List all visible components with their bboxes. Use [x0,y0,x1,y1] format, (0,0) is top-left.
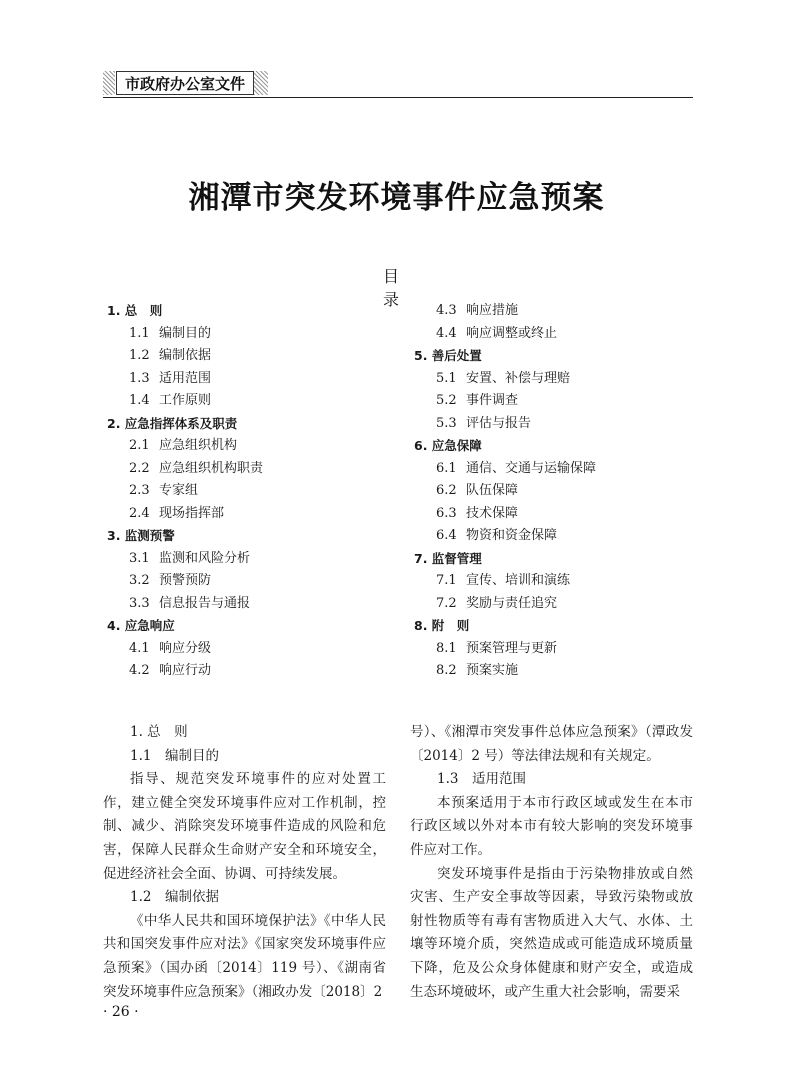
body-paragraph: 《中华人民共和国环境保护法》《中华人民共和国突发事件应对法》《国家突发环境事件应急预案》（国办函〔2014〕119 号）、《湖南省突发环境事件应急预案》（湘政办发〔2018〕2 [103,912,386,1000]
toc-label: 应急组织机构 [159,438,238,453]
toc-label: 专家组 [159,483,199,498]
document-title: 湘潭市突发环境事件应急预案 [188,180,605,216]
toc-label: 宣传、培训和演练 [466,573,571,588]
toc-label: 响应行动 [159,663,212,678]
toc-number: 4.4 [436,325,457,341]
toc-number: 4.2 [129,663,150,678]
toc-number: 2.1 [129,438,150,453]
toc-label: 通信、交通与运输保障 [466,460,597,476]
toc-number: 3.2 [129,573,150,588]
toc-section: 3. 监测预警 [107,528,175,543]
toc-number: 3.3 [129,595,150,611]
toc-subsection [107,593,397,616]
toc-subsection [414,660,704,683]
toc-subsection [414,413,704,436]
toc-subsection [414,570,704,593]
toc-subsection [414,593,704,616]
toc-number: 6.1 [436,460,457,476]
toc-number: 4.1 [129,640,150,656]
toc-subsection [414,503,704,526]
toc-label: 应急组织机构职责 [159,460,264,476]
toc-subsection [107,390,397,413]
toc-section: 6. 应急保障 [414,438,482,453]
toc-label: 评估与报告 [466,415,532,431]
body-heading: 1.2 编制依据 [130,889,219,906]
toc-subsection [107,368,397,391]
body-heading: 1.1 编制目的 [130,747,219,764]
toc-number: 1.1 [129,325,150,341]
toc-number: 2.2 [129,460,150,476]
header-rule [103,97,693,98]
toc-label: 适用范围 [159,370,212,386]
section-header-tag: 市政府办公室文件 [116,71,254,95]
toc-label: 事件调查 [466,393,519,408]
body-left-column [103,721,386,1004]
toc-number: 4.3 [436,303,457,318]
toc-label: 奖励与责任追究 [466,595,558,611]
body-heading: 1. 总 则 [130,724,188,740]
toc-label: 预案管理与更新 [466,640,558,656]
toc-subsection [414,480,704,503]
toc-subsection [107,570,397,593]
toc-label: 响应调整或终止 [466,325,558,341]
toc-subsection [107,548,397,571]
toc-label: 编制依据 [159,348,212,363]
toc-number: 2.4 [129,505,150,521]
toc-label: 信息报告与通报 [159,595,251,611]
toc-subsection [107,660,397,683]
toc-subsection [414,638,704,661]
toc-subsection [414,323,704,346]
header-tag-pattern-left [103,71,115,95]
body-right-column [410,721,693,1004]
toc-section: 4. 应急响应 [107,618,175,633]
toc-section: 5. 善后处置 [414,348,482,363]
toc-number: 1.3 [129,370,150,386]
toc-label: 监测和风险分析 [159,550,251,566]
toc-subsection [414,300,704,323]
toc-subsection [107,503,397,526]
toc-section: 8. 附 则 [414,618,470,633]
toc-section: 1. 总 则 [107,303,163,318]
toc-subsection [107,435,397,458]
toc-label: 预警预防 [159,573,212,588]
toc-left-column [107,300,397,683]
toc-number: 1.4 [129,393,150,408]
toc-label: 物资和资金保障 [466,528,558,543]
toc-section: 7. 监督管理 [414,550,482,566]
toc-subsection [107,458,397,481]
toc-label: 技术保障 [466,505,519,521]
toc-label: 工作原则 [159,393,212,408]
body-paragraph: 指导、规范突发环境事件的应对处置工作，建立健全突发环境事件应对工作机制，控制、减少、消除突发环境事件造成的风险和危害，保障人民群众生命财产安全和环境安全，促进经济社会全面、协调、可持续发展。 [103,771,386,882]
toc-right-column [414,300,704,683]
toc-number: 6.3 [436,505,457,521]
toc-section: 2. 应急指挥体系及职责 [107,415,238,431]
toc-label: 队伍保障 [466,483,519,498]
body-paragraph: 突发环境事件是指由于污染物排放或自然灾害、生产安全事故等因素，导致污染物或放射性物质等有毒有害物质进入大气、水体、土壤等环境介质，突然造成或可能造成环境质量下降，危及公众身体健康和财产安全，或造成生态环境破坏，或产生重大社会影响，需要采 [410,865,693,1000]
toc-label: 预案实施 [466,663,519,678]
toc-number: 5.1 [436,370,457,386]
toc-subsection [107,323,397,346]
toc-label: 响应措施 [466,303,519,318]
toc-subsection [414,458,704,481]
toc-subsection [107,638,397,661]
toc-subsection [107,480,397,503]
header-tag-pattern-right [254,71,268,95]
toc-subsection [414,368,704,391]
toc-number: 2.3 [129,483,150,498]
toc-subsection [107,345,397,368]
toc-number: 3.1 [129,550,150,566]
toc-number: 6.2 [436,483,457,498]
toc-subsection [414,525,704,548]
toc-number: 8.2 [436,663,457,678]
toc-subsection [414,390,704,413]
toc-label: 响应分级 [159,640,212,656]
body-paragraph: 号）、《湘潭市突发事件总体应急预案》（潭政发〔2014〕2 号）等法律法规和有关规定。 [410,724,693,764]
toc-label: 现场指挥部 [159,505,225,521]
toc-number: 7.2 [436,595,457,611]
toc-heading: 目录 [382,267,427,309]
page-number: · 26 · [103,1004,139,1020]
toc-number: 5.2 [436,393,457,408]
toc-number: 5.3 [436,415,457,431]
toc-number: 7.1 [436,573,457,588]
toc-number: 8.1 [436,640,457,656]
body-paragraph: 本预案适用于本市行政区域或发生在本市行政区域以外对本市有较大影响的突发环境事件应对工作。 [410,794,693,858]
toc-number: 6.4 [436,528,457,543]
toc-label: 安置、补偿与理赔 [466,370,571,386]
toc-label: 编制目的 [159,325,212,341]
body-heading: 1.3 适用范围 [437,771,526,788]
toc-number: 1.2 [129,348,150,363]
